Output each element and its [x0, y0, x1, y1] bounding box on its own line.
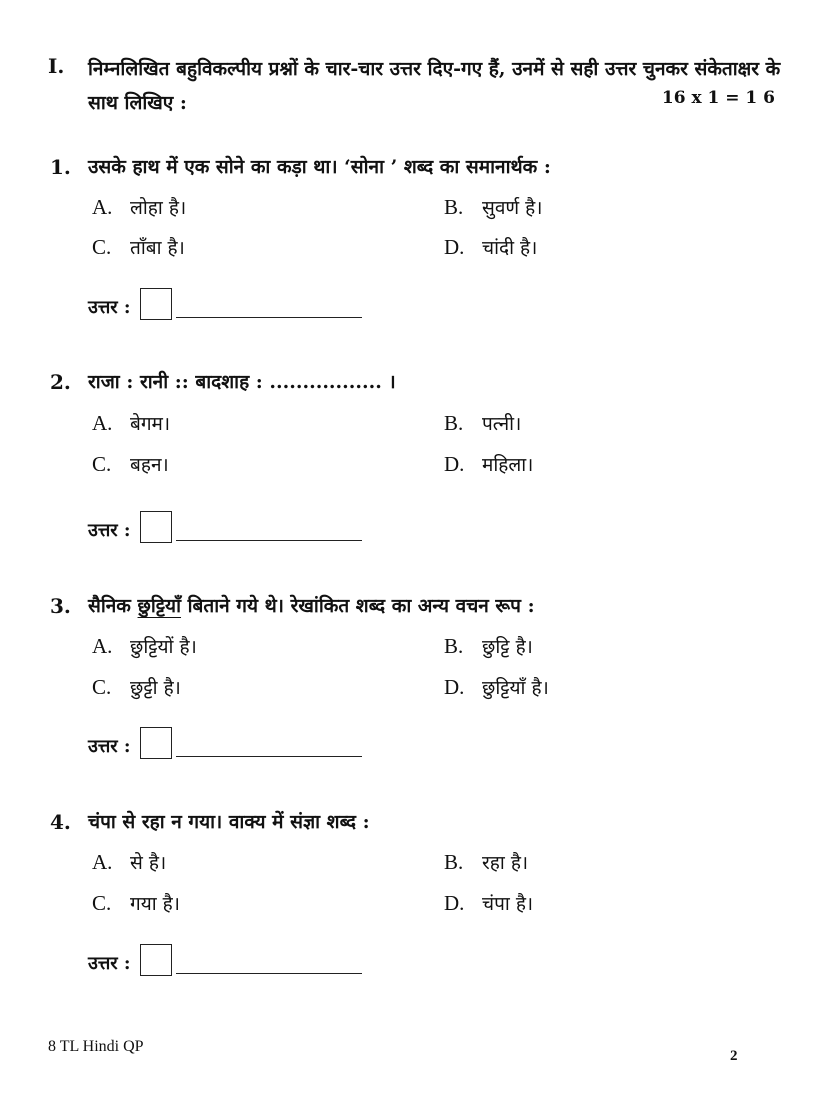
question-4-answer-label: उत्तर :	[88, 953, 131, 974]
question-1-option-c: C. ताँबा है।	[92, 235, 185, 259]
question-4-number: 4.	[50, 810, 71, 834]
question-4-option-c: C. गया है।	[92, 891, 180, 915]
underlined-word: छुट्टियाँ	[137, 595, 182, 617]
question-3-answer-label: उत्तर :	[88, 736, 131, 757]
page-number: 2	[730, 1048, 738, 1064]
question-4-option-b: B. रहा है।	[444, 850, 529, 874]
section-marks: 16 x 1 = 1 6	[661, 88, 775, 108]
question-3-answer-box[interactable]	[140, 727, 172, 759]
question-2-option-d: D. महिला।	[444, 452, 534, 476]
question-3-option-a: A. छुट्टियों है।	[92, 634, 197, 658]
question-2-option-a: A. बेगम।	[92, 411, 171, 435]
question-4-text: चंपा से रहा न गया। वाक्य में संज्ञा शब्द :	[88, 811, 370, 833]
question-2-number: 2.	[50, 370, 71, 394]
question-2-answer-line[interactable]	[176, 540, 362, 541]
question-2-answer-box[interactable]	[140, 511, 172, 543]
question-4-option-d: D. चंपा है।	[444, 891, 534, 915]
question-3-text: सैनिक छुट्टियाँ बिताने गये थे। रेखांकित शब्द का अन्य वचन रूप :	[88, 595, 535, 617]
question-4-answer-line[interactable]	[176, 973, 362, 974]
question-1-text: उसके हाथ में एक सोने का कड़ा था। ‘सोना ’ शब्द का समानार्थक :	[88, 156, 551, 178]
question-3-answer-line[interactable]	[176, 756, 362, 757]
section-number: I.	[48, 54, 65, 78]
question-1-answer-line[interactable]	[176, 317, 362, 318]
question-3-option-d: D. छुट्टियाँ है।	[444, 675, 549, 699]
question-3-option-c: C. छुट्टी है।	[92, 675, 181, 699]
question-2-option-c: C. बहन।	[92, 452, 169, 476]
question-2-answer-label: उत्तर :	[88, 520, 131, 541]
footer-paper-code: 8 TL Hindi QP	[48, 1038, 144, 1055]
question-1-option-d: D. चांदी है।	[444, 235, 538, 259]
question-1-answer-label: उत्तर :	[88, 297, 131, 318]
question-1-option-a: A. लोहा है।	[92, 195, 187, 219]
question-2-text: राजा : रानी :: बादशाह : ................. ।	[88, 371, 396, 393]
question-1-answer-box[interactable]	[140, 288, 172, 320]
question-3-option-b: B. छुट्टि है।	[444, 634, 533, 658]
question-2-option-b: B. पत्नी।	[444, 411, 522, 435]
section-instruction: निम्नलिखित बहुविकल्पीय प्रश्नों के चार-चार उत्तर दिए-गए हैं, उनमें से सही उत्तर चुनकर संकेताक्षर के साथ लिखिए :	[88, 58, 781, 114]
question-1-option-b: B. सुवर्ण है।	[444, 195, 543, 219]
question-4-answer-box[interactable]	[140, 944, 172, 976]
question-3-number: 3.	[50, 594, 71, 618]
question-1-number: 1.	[50, 155, 71, 179]
question-4-option-a: A. से है।	[92, 850, 167, 874]
